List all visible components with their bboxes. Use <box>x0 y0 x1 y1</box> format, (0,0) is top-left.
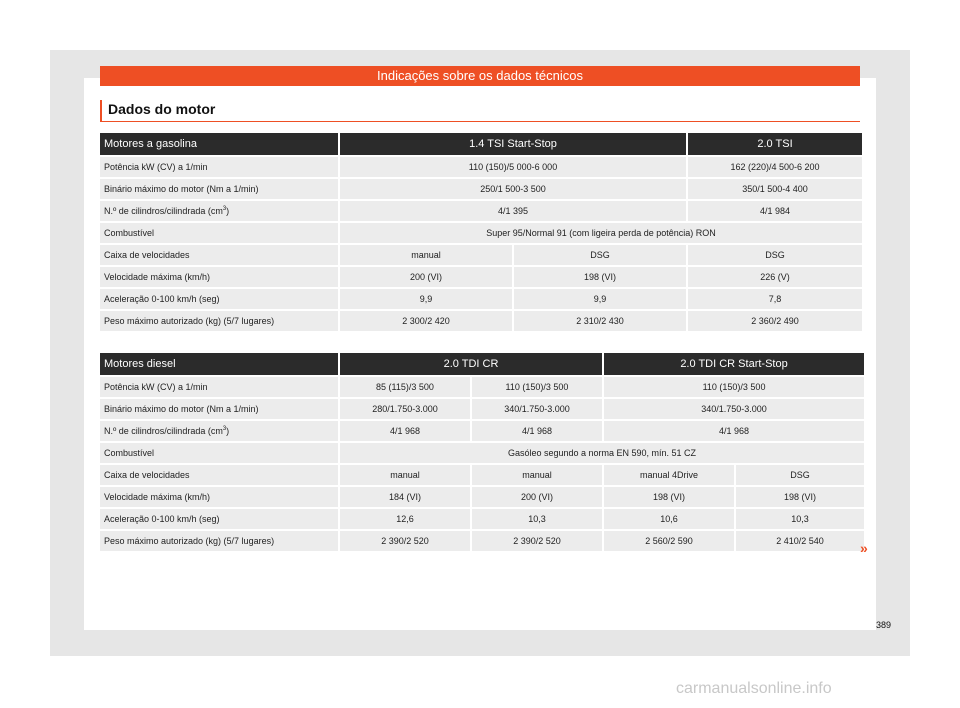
table-cell: 340/1.750-3.000 <box>472 399 602 419</box>
table-cell: 200 (VI) <box>472 487 602 507</box>
table-cell: 250/1 500-3 500 <box>340 179 686 199</box>
table-cell: 184 (VI) <box>340 487 470 507</box>
table-cell: 4/1 395 <box>340 201 686 221</box>
table-cell: DSG <box>688 245 862 265</box>
row-label <box>100 421 338 441</box>
table-cell: 110 (150)/3 500 <box>604 377 864 397</box>
continued-marker: » <box>860 540 868 556</box>
table-row <box>100 377 864 397</box>
table-row <box>100 531 864 551</box>
table-row <box>100 179 862 199</box>
row-label: Aceleração 0-100 km/h (seg) <box>100 509 338 529</box>
table-cell: 2 310/2 430 <box>514 311 686 331</box>
superscript: 3 <box>222 206 227 212</box>
table-cell: 10,3 <box>472 509 602 529</box>
table-cell: 85 (115)/3 500 <box>340 377 470 397</box>
engine-header: 1.4 TSI Start-Stop <box>340 133 686 155</box>
table-cell: 340/1.750-3.000 <box>604 399 864 419</box>
table-row <box>100 399 864 419</box>
table-header-row <box>100 353 864 375</box>
table-cell: 162 (220)/4 500-6 200 <box>688 157 862 177</box>
row-label: Combustível <box>100 443 338 463</box>
row-label-text: N.º de cilindros/cilindrada (cm <box>104 426 223 436</box>
table-row <box>100 223 862 243</box>
table-row <box>100 487 864 507</box>
table-cell: 4/1 984 <box>688 201 862 221</box>
table-cell: DSG <box>514 245 686 265</box>
table-cell: 198 (VI) <box>736 487 864 507</box>
table-cell: manual 4Drive <box>604 465 734 485</box>
engine-header: 2.0 TDI CR <box>340 353 602 375</box>
page-number: 389 <box>876 620 892 630</box>
table-cell: 7,8 <box>688 289 862 309</box>
row-label: Potência kW (CV) a 1/min <box>100 377 338 397</box>
table-row <box>100 157 862 177</box>
table-row <box>100 443 864 463</box>
diesel-engines-table <box>98 351 866 553</box>
table-row <box>100 289 862 309</box>
row-label-text: N.º de cilindros/cilindrada (cm <box>104 206 223 216</box>
table-cell: 10,3 <box>736 509 864 529</box>
row-label: Combustível <box>100 223 338 243</box>
row-label: Caixa de velocidades <box>100 245 338 265</box>
row-label: Caixa de velocidades <box>100 465 338 485</box>
table-cell: 110 (150)/5 000-6 000 <box>340 157 686 177</box>
row-label <box>100 201 338 221</box>
table-row <box>100 267 862 287</box>
table-cell: 2 390/2 520 <box>472 531 602 551</box>
table-cell: 280/1.750-3.000 <box>340 399 470 419</box>
row-label: Velocidade máxima (km/h) <box>100 267 338 287</box>
table-cell: 10,6 <box>604 509 734 529</box>
table-cell: 4/1 968 <box>604 421 864 441</box>
row-label: Peso máximo autorizado (kg) (5/7 lugares) <box>100 311 338 331</box>
table-row <box>100 311 862 331</box>
table-cell: DSG <box>736 465 864 485</box>
table-cell: 226 (V) <box>688 267 862 287</box>
table-cell: 9,9 <box>340 289 512 309</box>
table-cell: 2 360/2 490 <box>688 311 862 331</box>
superscript: 3 <box>222 426 227 432</box>
table-row <box>100 245 862 265</box>
row-label: Binário máximo do motor (Nm a 1/min) <box>100 399 338 419</box>
table-cell: 350/1 500-4 400 <box>688 179 862 199</box>
row-label: Aceleração 0-100 km/h (seg) <box>100 289 338 309</box>
section-title: Dados do motor <box>100 100 860 122</box>
table-cell: 200 (VI) <box>340 267 512 287</box>
table-cell: 4/1 968 <box>472 421 602 441</box>
table-cell: Gasóleo segundo a norma EN 590, mín. 51 CZ <box>340 443 864 463</box>
table-row <box>100 201 862 221</box>
watermark: carmanualsonline.info <box>676 680 832 697</box>
table-row <box>100 465 864 485</box>
row-label: Binário máximo do motor (Nm a 1/min) <box>100 179 338 199</box>
table-header-row <box>100 133 862 155</box>
table-cell: manual <box>472 465 602 485</box>
table-cell: Super 95/Normal 91 (com ligeira perda de potência) RON <box>340 223 862 243</box>
table-cell: 198 (VI) <box>604 487 734 507</box>
table-cell: 2 300/2 420 <box>340 311 512 331</box>
engine-header: 2.0 TDI CR Start-Stop <box>604 353 864 375</box>
table-title: Motores diesel <box>100 353 338 375</box>
chapter-banner: Indicações sobre os dados técnicos <box>100 66 860 86</box>
petrol-engines-table <box>98 131 864 333</box>
row-label: Peso máximo autorizado (kg) (5/7 lugares) <box>100 531 338 551</box>
table-cell: 2 390/2 520 <box>340 531 470 551</box>
table-title: Motores a gasolina <box>100 133 338 155</box>
row-label: Velocidade máxima (km/h) <box>100 487 338 507</box>
table-cell: 198 (VI) <box>514 267 686 287</box>
table-row <box>100 421 864 441</box>
table-cell: 9,9 <box>514 289 686 309</box>
table-cell: 2 560/2 590 <box>604 531 734 551</box>
row-label: Potência kW (CV) a 1/min <box>100 157 338 177</box>
row-label-end: ) <box>226 426 230 436</box>
row-label-end: ) <box>226 206 230 216</box>
table-cell: manual <box>340 245 512 265</box>
engine-header: 2.0 TSI <box>688 133 862 155</box>
table-row <box>100 509 864 529</box>
table-cell: 2 410/2 540 <box>736 531 864 551</box>
table-cell: 110 (150)/3 500 <box>472 377 602 397</box>
table-cell: 4/1 968 <box>340 421 470 441</box>
table-cell: manual <box>340 465 470 485</box>
table-cell: 12,6 <box>340 509 470 529</box>
